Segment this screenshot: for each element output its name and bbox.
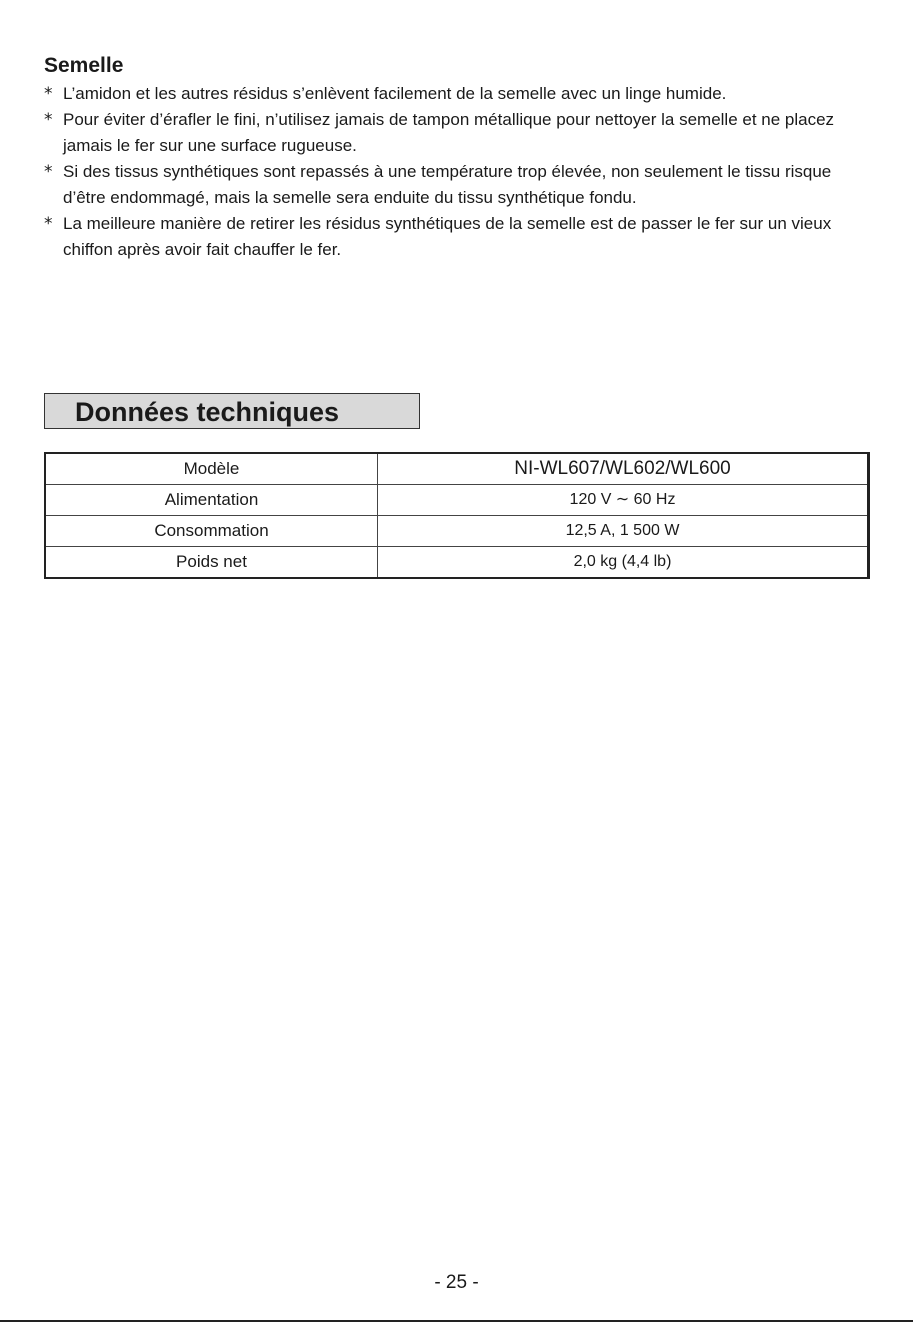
bullet-item [44,159,874,211]
asterisk-bullet-icon: * [44,162,53,182]
bullet-text: L’amidon et les autres résidus s’enlèvent facilement de la semelle avec un linge humide. [63,84,727,103]
asterisk-bullet-icon: * [44,84,53,104]
bullet-text: Si des tissus synthétiques sont repassés à une température trop élevée, non seulement le tissu risque d’être endommagé, mais la semelle sera enduite du tissu synthétique fondu. [63,162,832,207]
section-title-semelle: Semelle [44,54,124,77]
spec-value: NI-WL607/WL602/WL600 [378,453,869,485]
spec-label: Consommation [45,516,378,547]
asterisk-bullet-icon: * [44,110,53,130]
spec-value: 12,5 A, 1 500 W [378,516,869,547]
table-row [45,547,869,579]
specs-heading-title: Données techniques [75,397,340,427]
asterisk-bullet-icon: * [44,214,53,234]
bullet-item [44,211,874,263]
semelle-bullet-list [44,81,874,263]
specs-table [44,452,870,579]
spec-value: 2,0 kg (4,4 lb) [378,547,869,579]
page-number: - 25 - [434,1272,479,1293]
table-row [45,485,869,516]
bullet-item [44,107,874,159]
table-row [45,453,869,485]
spec-value: 120 V ∼ 60 Hz [378,485,869,516]
bullet-text: La meilleure manière de retirer les résidus synthétiques de la semelle est de passer le fer sur un vieux chiffon après avoir fait chauffer le fer. [63,214,832,259]
spec-label: Modèle [45,453,378,485]
bottom-divider [0,1320,913,1322]
specs-heading-box [44,393,420,429]
spec-label: Poids net [45,547,378,579]
bullet-text: Pour éviter d’érafler le fini, n’utilisez jamais de tampon métallique pour nettoyer la semelle et ne placez jamais le fer sur une surface rugueuse. [63,110,835,155]
table-row [45,516,869,547]
spec-label: Alimentation [45,485,378,516]
bullet-item [44,81,874,107]
